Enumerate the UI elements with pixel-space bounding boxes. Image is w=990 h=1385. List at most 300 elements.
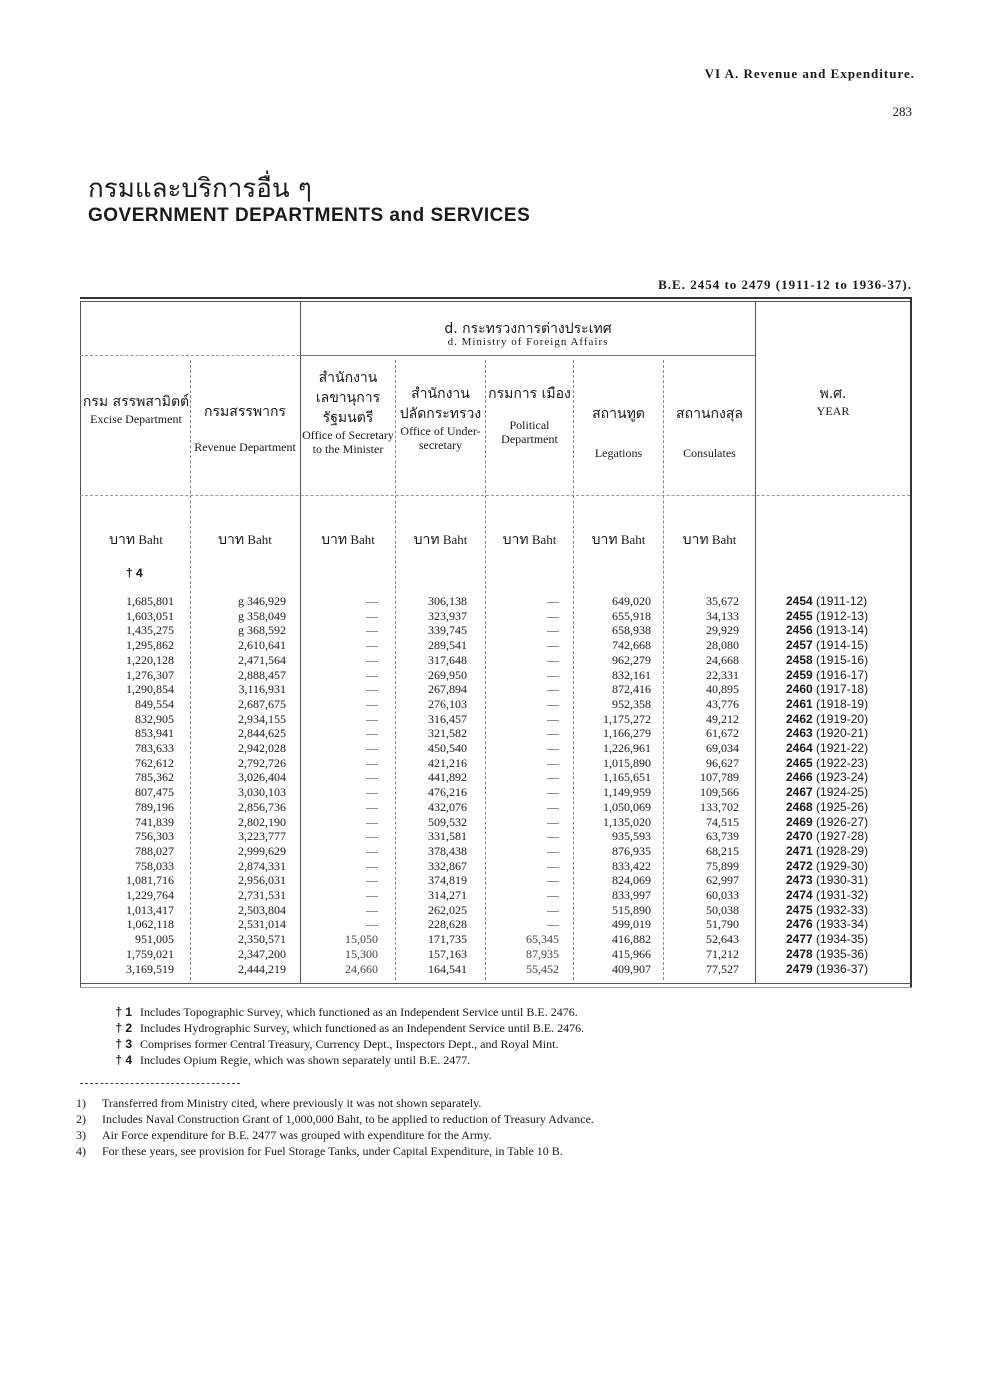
unit-thai: บาท — [682, 532, 709, 548]
table-left-border — [80, 301, 81, 987]
table-cell: 228,628 — [428, 917, 467, 932]
table-cell: 783,633 — [135, 741, 174, 756]
table-cell: g 346,929 — [238, 594, 286, 608]
unit-english: Baht — [620, 532, 646, 547]
unit-thai: บาท — [218, 532, 245, 548]
divider-col-3 — [395, 360, 396, 980]
table-cell: 2,444,219 — [238, 961, 286, 976]
table-cell: 655,918 — [612, 608, 651, 623]
year-be: 2461 — [786, 696, 813, 711]
table-cell: 853,941 — [135, 726, 174, 741]
table-cell: — — [366, 755, 378, 770]
col-header-consulates — [665, 404, 754, 460]
table-cell: — — [547, 682, 559, 697]
year-ad: (1911-12) — [812, 594, 868, 608]
section-header: VI A. Revenue and Expenditure. — [704, 66, 915, 81]
footnote-text: Includes Opium Regie, which was shown separately until B.E. 2477. — [140, 1053, 471, 1067]
table-row-year — [786, 726, 908, 741]
col-header-revenue — [192, 402, 298, 454]
table-cell: — — [366, 696, 378, 711]
table-cell: 316,457 — [428, 711, 467, 726]
table-cell: — — [547, 799, 559, 814]
table-cell: 872,416 — [612, 682, 651, 697]
table-cell: 432,076 — [428, 799, 467, 814]
footnote-item — [76, 1111, 866, 1127]
year-ad: (1920-21) — [812, 726, 869, 741]
table-cell: 499,019 — [612, 917, 651, 932]
table-cell: — — [366, 888, 378, 903]
table-row-year — [786, 844, 908, 859]
table-cell: 22,331 — [706, 667, 739, 682]
unit-english: Baht — [442, 532, 468, 547]
table-cell: g 368,592 — [238, 623, 286, 638]
footnote-item — [76, 1143, 866, 1159]
ministry-underline — [300, 355, 755, 356]
table-cell: — — [547, 814, 559, 829]
table-cell: 450,540 — [428, 741, 467, 756]
column-undersecretary-values — [397, 594, 467, 976]
footnote-item — [110, 1052, 870, 1068]
table-cell: 1,759,021 — [126, 946, 174, 961]
table-cell: 171,735 — [428, 932, 467, 947]
year-ad: (1915-16) — [812, 652, 869, 667]
table-cell: 876,935 — [612, 843, 651, 858]
table-cell: 339,745 — [428, 623, 467, 638]
table-row-year — [786, 829, 908, 844]
table-cell: 1,290,854 — [126, 682, 174, 697]
table-cell: — — [547, 726, 559, 741]
year-be: 2468 — [786, 799, 813, 814]
unit-english: Baht — [138, 532, 163, 547]
table-row-year — [786, 962, 908, 977]
table-cell: 756,303 — [135, 829, 174, 844]
year-ad: (1912-13) — [812, 608, 869, 623]
footnote-text: Includes Naval Construction Grant of 1,000,000 Baht, to be applied to reduction of Treasury Advance. — [102, 1112, 594, 1126]
unit-thai: บาท — [109, 532, 136, 548]
table-cell: 51,790 — [706, 917, 739, 932]
table-cell: — — [547, 829, 559, 844]
year-ad: (1931-32) — [812, 888, 869, 903]
divider-col-6 — [663, 360, 664, 980]
footnote-text: Air Force expenditure for B.E. 2477 was grouped with expenditure for the Army. — [102, 1128, 492, 1142]
numbered-footnotes — [76, 1095, 866, 1159]
table-cell: 476,216 — [428, 785, 467, 800]
footnote-mark: † 4 — [115, 1053, 132, 1067]
year-be: 2472 — [786, 858, 813, 873]
page-number: 283 — [892, 104, 912, 119]
table-cell: 951,005 — [135, 932, 174, 947]
year-be: 2455 — [786, 608, 813, 623]
table-cell: 323,937 — [428, 608, 467, 623]
year-be: 2471 — [786, 843, 813, 858]
period-label: B.E. 2454 to 2479 (1911-12 to 1936-37). — [658, 277, 912, 292]
unit-thai: บาท — [413, 532, 440, 548]
year-be: 2467 — [786, 785, 813, 800]
col-header-english: Revenue Department — [194, 440, 296, 454]
table-cell: — — [366, 858, 378, 873]
unit-english: Baht — [711, 532, 737, 547]
table-cell: 332,867 — [428, 858, 467, 873]
table-cell: 378,438 — [428, 843, 467, 858]
unit-undersecretary — [397, 529, 484, 551]
table-cell: — — [547, 638, 559, 653]
year-ad: (1916-17) — [812, 667, 869, 682]
table-cell: 65,345 — [526, 932, 559, 947]
table-cell: 833,997 — [612, 888, 651, 903]
footnote-text: Transferred from Ministry cited, where previously it was not shown separately. — [102, 1096, 482, 1110]
table-cell: 2,874,331 — [238, 858, 286, 873]
year-ad: (1934-35) — [812, 932, 869, 947]
title-english: GOVERNMENT DEPARTMENTS and SERVICES — [88, 205, 531, 226]
year-be: 2475 — [786, 902, 813, 917]
table-cell: 1,435,275 — [126, 623, 174, 638]
table-cell: 2,956,031 — [238, 873, 286, 888]
table-cell: 2,350,571 — [238, 932, 286, 947]
table-cell: 807,475 — [135, 785, 174, 800]
table-cell: 61,672 — [706, 726, 739, 741]
divider-col-5 — [573, 360, 574, 980]
table-cell: 2,856,736 — [238, 799, 286, 814]
table-cell: 1,062,118 — [126, 917, 174, 932]
table-cell: 962,279 — [612, 652, 651, 667]
table-cell: 24,668 — [706, 652, 739, 667]
footnote-item — [110, 1020, 870, 1036]
ministry-heading-english: d. Ministry of Foreign Affairs — [447, 336, 609, 348]
table-cell: 789,196 — [135, 799, 174, 814]
table-cell: 63,739 — [706, 829, 739, 844]
table-cell: 28,080 — [706, 638, 739, 653]
unit-english: Baht — [531, 532, 557, 547]
col-header-secretary — [302, 368, 394, 456]
unit-secretary — [302, 529, 394, 551]
table-cell: — — [366, 652, 378, 667]
table-cell: 3,169,519 — [126, 961, 174, 976]
table-row-year — [786, 785, 908, 800]
col-header-english: Political Department — [501, 418, 558, 446]
table-cell: 785,362 — [135, 770, 174, 785]
year-ad: (1914-15) — [812, 638, 869, 653]
table-cell: 49,212 — [706, 711, 739, 726]
table-cell: — — [547, 623, 559, 638]
col-header-political — [487, 384, 572, 446]
header-bottom-dash — [80, 495, 910, 496]
divider-ministry-right — [755, 301, 756, 983]
table-cell: 2,731,531 — [238, 888, 286, 903]
table-cell: 2,471,564 — [238, 652, 286, 667]
table-cell: 3,223,777 — [238, 829, 286, 844]
year-be: 2466 — [786, 770, 813, 785]
table-cell: 1,050,069 — [603, 799, 651, 814]
footnote-text: For these years, see provision for Fuel Storage Tanks, under Capital Expenditure, in Table 10 B. — [102, 1144, 563, 1158]
table-bottom-rule — [80, 983, 912, 984]
table-cell: 15,050 — [345, 932, 378, 947]
table-cell: — — [366, 711, 378, 726]
table-cell: 415,966 — [612, 946, 651, 961]
table-cell: 788,027 — [135, 843, 174, 858]
year-be: 2474 — [786, 888, 813, 903]
table-cell: 1,295,862 — [126, 638, 174, 653]
footnote-item — [110, 1004, 870, 1020]
table-cell: 2,792,726 — [238, 755, 286, 770]
year-be: 2454 — [786, 594, 813, 608]
col-header-thai: สถานทูต — [592, 406, 645, 422]
table-cell: 1,165,651 — [603, 770, 651, 785]
table-cell: 276,103 — [428, 696, 467, 711]
col-header-year — [757, 384, 909, 418]
table-cell: — — [547, 755, 559, 770]
table-bottom-rule-inner — [80, 987, 912, 988]
col-header-excise — [82, 392, 190, 426]
table-row-year — [786, 756, 908, 771]
footnote-mark: 4) — [76, 1144, 86, 1158]
table-row-year — [786, 682, 908, 697]
footnote-text: Includes Hydrographic Survey, which functioned as an Independent Service until B.E. 2476. — [140, 1021, 585, 1035]
table-cell: 1,081,716 — [126, 873, 174, 888]
table-cell: — — [547, 873, 559, 888]
year-be: 2476 — [786, 917, 813, 932]
table-cell: 832,161 — [612, 667, 651, 682]
col-header-thai: สำนักงาน ปลัดกระทรวง — [399, 386, 482, 422]
left-header-dash — [80, 355, 300, 356]
table-cell: 1,175,272 — [603, 711, 651, 726]
table-cell: 60,033 — [706, 888, 739, 903]
column-legations-values — [575, 594, 651, 976]
table-row-year — [786, 770, 908, 785]
year-ad: (1933-34) — [812, 917, 869, 932]
table-top-rule — [80, 297, 912, 299]
table-cell: — — [366, 682, 378, 697]
footnote-mark: 2) — [76, 1112, 86, 1126]
year-ad: (1917-18) — [812, 682, 869, 697]
table-cell: 2,844,625 — [238, 726, 286, 741]
col-header-thai: กรมการ เมือง — [488, 386, 571, 402]
table-cell: 1,015,890 — [603, 755, 651, 770]
table-cell: 68,215 — [706, 843, 739, 858]
year-ad: (1925-26) — [812, 799, 869, 814]
table-cell: — — [366, 726, 378, 741]
footnote-separator — [80, 1083, 240, 1084]
table-cell: — — [547, 843, 559, 858]
table-cell: — — [547, 696, 559, 711]
table-cell: 3,116,931 — [238, 682, 286, 697]
column-year-values — [786, 594, 908, 976]
year-ad: (1930-31) — [812, 873, 869, 888]
divider-ministry-left — [300, 301, 301, 983]
table-row-year — [786, 917, 908, 932]
unit-legations — [575, 529, 662, 551]
table-cell: 1,229,764 — [126, 888, 174, 903]
year-be: 2477 — [786, 932, 813, 947]
table-cell: 374,819 — [428, 873, 467, 888]
table-cell: 40,895 — [706, 682, 739, 697]
year-be: 2465 — [786, 755, 813, 770]
column-revenue-values — [192, 594, 286, 976]
table-cell: — — [547, 652, 559, 667]
table-cell: 1,603,051 — [126, 608, 174, 623]
table-cell: — — [366, 594, 378, 608]
table-cell: — — [366, 623, 378, 638]
year-be: 2473 — [786, 873, 813, 888]
table-cell: — — [366, 667, 378, 682]
table-cell: — — [547, 902, 559, 917]
table-cell: 69,034 — [706, 741, 739, 756]
table-cell: 15,300 — [345, 946, 378, 961]
table-row-year — [786, 623, 908, 638]
column-secretary-values — [302, 594, 378, 976]
table-cell: — — [547, 667, 559, 682]
year-be: 2462 — [786, 711, 813, 726]
table-cell: 1,220,128 — [126, 652, 174, 667]
table-cell: 314,271 — [428, 888, 467, 903]
table-cell: — — [547, 888, 559, 903]
table-row-year — [786, 697, 908, 712]
table-cell: 262,025 — [428, 902, 467, 917]
table-cell: 109,566 — [700, 785, 739, 800]
table-cell: — — [366, 741, 378, 756]
table-cell: 164,541 — [428, 961, 467, 976]
table-cell: 658,938 — [612, 623, 651, 638]
table-row-year — [786, 712, 908, 727]
table-cell: — — [366, 902, 378, 917]
year-ad: (1932-33) — [812, 902, 869, 917]
footnote-mark: † 1 — [115, 1005, 132, 1019]
unit-revenue — [192, 529, 298, 551]
table-cell: 306,138 — [428, 594, 467, 608]
table-cell: 3,030,103 — [238, 785, 286, 800]
col-header-thai: กรมสรรพากร — [204, 404, 286, 420]
year-ad: (1918-19) — [812, 696, 869, 711]
footnote-item — [76, 1127, 866, 1143]
table-cell: — — [547, 608, 559, 623]
table-cell: 34,133 — [706, 608, 739, 623]
table-row-year — [786, 653, 908, 668]
table-cell: 133,702 — [700, 799, 739, 814]
footnote-text: Includes Topographic Survey, which functioned as an Independent Service until B.E. 2476. — [140, 1005, 578, 1019]
table-row-year — [786, 815, 908, 830]
table-cell: — — [547, 741, 559, 756]
table-cell: 409,907 — [612, 961, 651, 976]
year-be: 2479 — [786, 961, 813, 976]
table-cell: 2,942,028 — [238, 741, 286, 756]
table-cell: 1,166,279 — [603, 726, 651, 741]
table-cell: 157,163 — [428, 946, 467, 961]
year-ad: (1927-28) — [812, 829, 869, 844]
table-cell: 74,515 — [706, 814, 739, 829]
table-cell: 289,541 — [428, 638, 467, 653]
unit-excise — [82, 529, 190, 551]
table-cell: g 358,049 — [238, 608, 286, 623]
table-row-year — [786, 800, 908, 815]
table-cell: 29,929 — [706, 623, 739, 638]
footnote-item — [110, 1036, 870, 1052]
table-cell: 2,802,190 — [238, 814, 286, 829]
table-cell: 421,216 — [428, 755, 467, 770]
table-row-year — [786, 594, 908, 609]
year-ad: (1921-22) — [812, 741, 869, 756]
year-be: 2457 — [786, 638, 813, 653]
col-header-english: Office of Secretary to the Minister — [302, 428, 394, 456]
year-be: 2464 — [786, 741, 813, 756]
table-cell: 509,532 — [428, 814, 467, 829]
year-ad: (1919-20) — [812, 711, 869, 726]
table-cell: — — [366, 843, 378, 858]
year-ad: (1935-36) — [812, 946, 869, 961]
col-header-thai: พ.ศ. — [819, 386, 847, 402]
table-cell: 833,422 — [612, 858, 651, 873]
year-be: 2478 — [786, 946, 813, 961]
table-cell: — — [366, 608, 378, 623]
table-cell: 2,687,675 — [238, 696, 286, 711]
year-ad: (1924-25) — [812, 785, 869, 800]
table-row-year — [786, 668, 908, 683]
table-cell: 24,660 — [345, 961, 378, 976]
col-header-undersecretary — [397, 384, 484, 452]
year-be: 2456 — [786, 623, 813, 638]
table-cell: — — [366, 814, 378, 829]
year-ad: (1936-37) — [812, 961, 869, 976]
table-cell: 62,997 — [706, 873, 739, 888]
column-political-values — [487, 594, 559, 976]
table-cell: — — [366, 873, 378, 888]
unit-english: Baht — [247, 532, 272, 547]
year-ad: (1929-30) — [812, 858, 869, 873]
table-cell: 77,527 — [706, 961, 739, 976]
table-cell: 758,033 — [135, 858, 174, 873]
col-header-thai: สำนักงาน เลขานุการ รัฐมนตรี — [315, 370, 381, 426]
col-header-thai: สถานกงสุล — [676, 406, 743, 422]
table-cell: 741,839 — [135, 814, 174, 829]
table-cell: 321,582 — [428, 726, 467, 741]
col-header-legations — [575, 404, 662, 460]
table-cell: 96,627 — [706, 755, 739, 770]
year-ad: (1923-24) — [812, 770, 869, 785]
year-be: 2459 — [786, 667, 813, 682]
table-row-year — [786, 888, 908, 903]
year-ad: (1922-23) — [812, 755, 869, 770]
unit-thai: บาท — [321, 532, 348, 548]
table-cell: 75,899 — [706, 858, 739, 873]
unit-thai: บาท — [591, 532, 618, 548]
table-cell: 1,013,417 — [126, 902, 174, 917]
table-cell: 52,643 — [706, 932, 739, 947]
title-thai: กรมและบริการอื่น ๆ — [88, 174, 312, 204]
table-row-year — [786, 873, 908, 888]
table-cell: — — [547, 711, 559, 726]
col-header-thai: กรม สรรพสามิตต์ — [82, 394, 190, 410]
year-be: 2463 — [786, 726, 813, 741]
unit-consulates — [665, 529, 754, 551]
table-cell: 55,452 — [526, 961, 559, 976]
table-cell: 649,020 — [612, 594, 651, 608]
table-cell: 1,149,959 — [603, 785, 651, 800]
table-cell: — — [547, 785, 559, 800]
table-cell: — — [547, 858, 559, 873]
table-cell: — — [366, 638, 378, 653]
table-cell: 43,776 — [706, 696, 739, 711]
table-cell: 441,892 — [428, 770, 467, 785]
table-cell: 1,276,307 — [126, 667, 174, 682]
table-row-year — [786, 932, 908, 947]
table-cell: 416,882 — [612, 932, 651, 947]
table-row-year — [786, 903, 908, 918]
table-row-year — [786, 638, 908, 653]
table-cell: 2,610,641 — [238, 638, 286, 653]
column-consulates-values — [665, 594, 739, 976]
year-ad: (1928-29) — [812, 843, 869, 858]
footnote-mark: † 2 — [115, 1021, 132, 1035]
unit-english: Baht — [350, 532, 375, 547]
divider-col-4 — [485, 360, 486, 980]
